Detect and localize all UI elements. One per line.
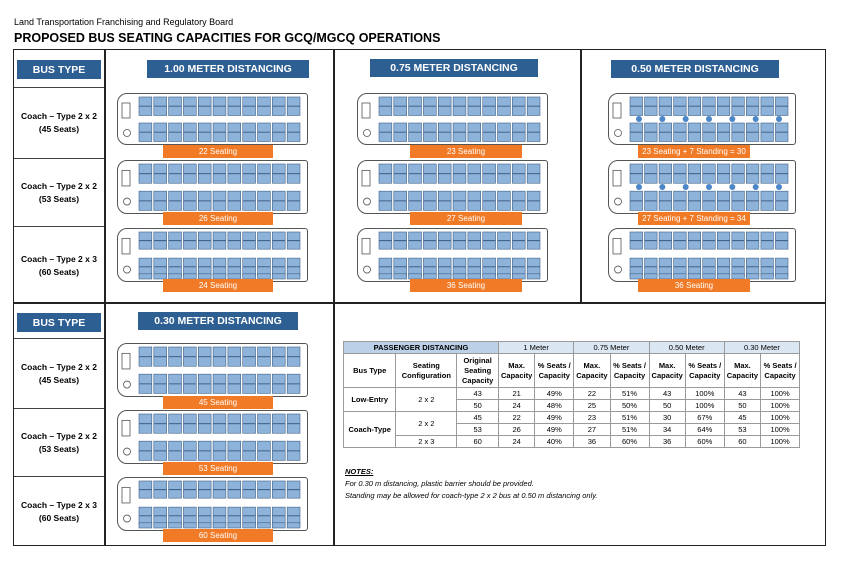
table-cell: 100% <box>761 412 800 424</box>
table-cell: 43 <box>457 388 499 400</box>
config-cell: 2 x 2 <box>396 388 457 412</box>
bus-type-cell: Low-Entry <box>344 388 396 412</box>
table-cell: 60% <box>685 436 724 448</box>
bus-diagram <box>357 93 548 145</box>
table-cell: 48% <box>535 400 574 412</box>
table-cell: 60 <box>724 436 760 448</box>
capacity-caption: 36 Seating <box>410 279 522 292</box>
row-label-coach-45: Coach – Type 2 x 2 (45 Seats) <box>21 361 97 385</box>
capacity-caption: 45 Seating <box>163 396 273 409</box>
row-label-coach-45: Coach – Type 2 x 2 (45 Seats) <box>21 111 97 134</box>
capacity-caption: 27 Seating <box>410 212 522 225</box>
col-header-pct: % Seats / Capacity <box>535 354 574 388</box>
capacity-caption: 24 Seating <box>163 279 273 292</box>
table-cell: 45 <box>457 412 499 424</box>
col-header-pct: % Seats / Capacity <box>685 354 724 388</box>
bus-diagram <box>117 228 308 282</box>
table-cell: 27 <box>574 424 610 436</box>
column-header-1-00m: 1.00 METER DISTANCING <box>147 60 309 78</box>
col-header-bus-type: Bus Type <box>344 354 396 388</box>
table-cell: 50% <box>610 400 649 412</box>
table-cell: 24 <box>499 436 535 448</box>
bus-diagram <box>117 410 308 464</box>
row-label-coach-60: Coach – Type 2 x 3 (60 Seats) <box>21 253 97 277</box>
table-cell: 49% <box>535 388 574 400</box>
capacity-caption: 23 Seating + 7 Standing = 30 <box>638 145 750 158</box>
table-cell: 100% <box>761 424 800 436</box>
table-cell: 24 <box>499 400 535 412</box>
bus-diagram <box>357 160 548 214</box>
column-header-0-30m: 0.30 METER DISTANCING <box>138 312 298 330</box>
table-cell: 22 <box>574 388 610 400</box>
group-header: 1 Meter <box>499 342 574 354</box>
table-cell: 100% <box>685 388 724 400</box>
table-cell: 25 <box>574 400 610 412</box>
row-label-coach-53: Coach – Type 2 x 2 (53 Seats) <box>21 430 97 454</box>
table-cell: 43 <box>724 388 760 400</box>
table-cell: 45 <box>724 412 760 424</box>
table-cell: 53 <box>724 424 760 436</box>
agency-name: Land Transportation Franchising and Regulatory Board <box>14 17 234 27</box>
group-header: 0.75 Meter <box>574 342 649 354</box>
table-row <box>344 436 800 448</box>
bus-diagram <box>117 477 308 531</box>
col-header-pct: % Seats / Capacity <box>761 354 800 388</box>
table-cell: 49% <box>535 412 574 424</box>
column-header-0-75m: 0.75 METER DISTANCING <box>370 59 538 77</box>
note-line: For 0.30 m distancing, plastic barrier should be provided. <box>345 479 534 488</box>
col-header-max: Max. Capacity <box>499 354 535 388</box>
bus-diagram <box>117 343 308 397</box>
group-header: 0.30 Meter <box>724 342 799 354</box>
page-title: PROPOSED BUS SEATING CAPACITIES FOR GCQ/MGCQ OPERATIONS <box>14 31 441 45</box>
col-header-max: Max. Capacity <box>574 354 610 388</box>
capacity-caption: 36 Seating <box>638 279 750 292</box>
table-cell: 100% <box>761 400 800 412</box>
passenger-distancing-table <box>343 341 800 448</box>
bus-type-header: BUS TYPE <box>17 313 101 332</box>
table-cell: 43 <box>649 388 685 400</box>
table-cell: 36 <box>574 436 610 448</box>
capacity-caption: 60 Seating <box>163 529 273 542</box>
bus-type-cell: Coach-Type <box>344 412 396 448</box>
table-cell: 22 <box>499 412 535 424</box>
capacity-caption: 23 Seating <box>410 145 522 158</box>
table-cell: 100% <box>761 436 800 448</box>
table-cell: 21 <box>499 388 535 400</box>
bus-diagram <box>117 160 308 214</box>
table-cell: 50 <box>649 400 685 412</box>
config-cell: 2 x 2 <box>396 412 457 436</box>
col-header-max: Max. Capacity <box>724 354 760 388</box>
table-cell: 100% <box>761 388 800 400</box>
table-title: PASSENGER DISTANCING <box>344 342 499 354</box>
bus-diagram <box>608 160 796 214</box>
notes-heading: NOTES: <box>345 467 374 476</box>
table-cell: 51% <box>610 412 649 424</box>
notes <box>345 466 598 502</box>
table-cell: 67% <box>685 412 724 424</box>
col-header-max: Max. Capacity <box>649 354 685 388</box>
bus-diagram <box>608 93 796 145</box>
capacity-caption: 26 Seating <box>163 212 273 225</box>
row-label-coach-60: Coach – Type 2 x 3 (60 Seats) <box>21 499 97 523</box>
table-cell: 36 <box>649 436 685 448</box>
col-header-original: Original Seating Capacity <box>457 354 499 388</box>
table-cell: 100% <box>685 400 724 412</box>
col-header-config: Seating Configuration <box>396 354 457 388</box>
capacity-caption: 53 Seating <box>163 462 273 475</box>
bus-diagram <box>608 228 796 282</box>
capacity-caption: 27 Seating + 7 Standing = 34 <box>638 212 750 225</box>
table-cell: 40% <box>535 436 574 448</box>
table-cell: 30 <box>649 412 685 424</box>
column-header-0-50m: 0.50 METER DISTANCING <box>611 60 779 78</box>
table-cell: 51% <box>610 424 649 436</box>
table-cell: 49% <box>535 424 574 436</box>
bus-type-header: BUS TYPE <box>17 60 101 79</box>
table-cell: 60 <box>457 436 499 448</box>
table-cell: 50 <box>724 400 760 412</box>
table-cell: 53 <box>457 424 499 436</box>
table-cell: 34 <box>649 424 685 436</box>
row-label-coach-53: Coach – Type 2 x 2 (53 Seats) <box>21 180 97 204</box>
table-cell: 60% <box>610 436 649 448</box>
note-line: Standing may be allowed for coach-type 2 x 2 bus at 0.50 m distancing only. <box>345 491 598 500</box>
table-row <box>344 412 800 424</box>
table-cell: 26 <box>499 424 535 436</box>
bus-diagram <box>357 228 548 282</box>
table-cell: 51% <box>610 388 649 400</box>
table-row <box>344 388 800 400</box>
col-header-pct: % Seats / Capacity <box>610 354 649 388</box>
table-cell: 23 <box>574 412 610 424</box>
bus-diagram <box>117 93 308 145</box>
table-cell: 64% <box>685 424 724 436</box>
capacity-caption: 22 Seating <box>163 145 273 158</box>
group-header: 0.50 Meter <box>649 342 724 354</box>
table-cell: 50 <box>457 400 499 412</box>
config-cell: 2 x 3 <box>396 436 457 448</box>
